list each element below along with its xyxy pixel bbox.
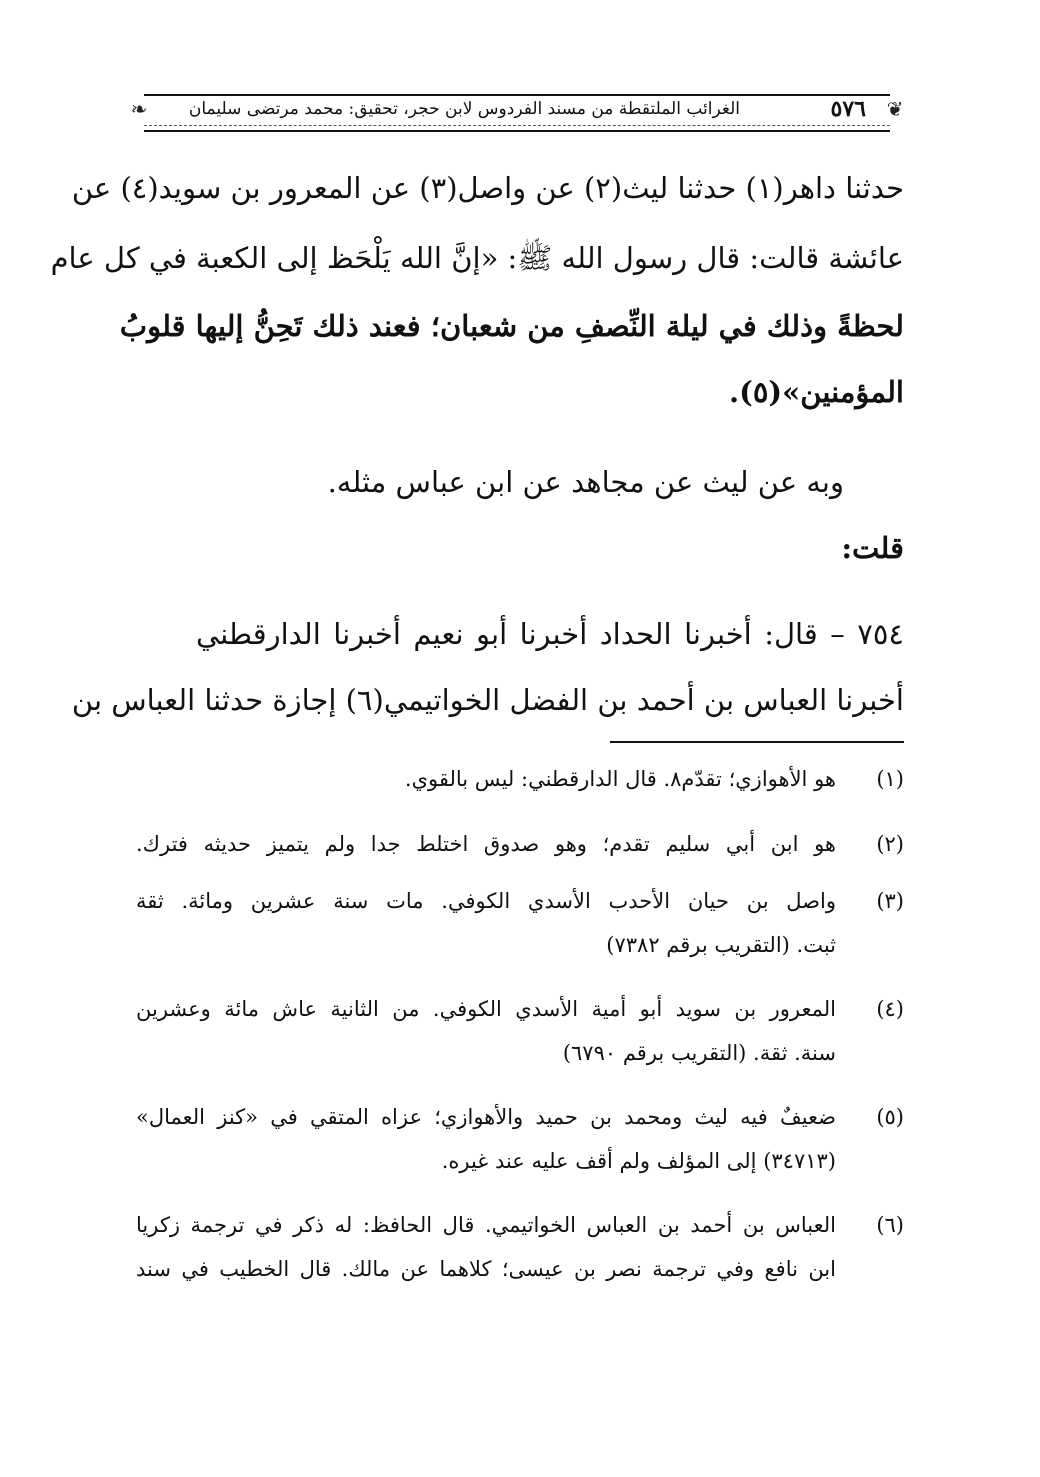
footnote-number: (٣) [876,889,904,913]
hadith-754-line-2: أخبرنا العباس بن أحمد بن الفضل الخواتيمي(٦) إجازة حدثنا العباس بن [71,683,904,717]
footnote-text: المعرور بن سويد أبو أمية الأسدي الكوفي. من الثانية عاش مائة وعشرين [136,997,836,1021]
section-heading: قلت: [841,531,904,565]
footnote-text: واصل بن حيان الأحدب الأسدي الكوفي. مات سنة عشرين ومائة. ثقة [136,889,836,913]
body-line-4: المؤمنين»(٥). [728,375,904,409]
footnote-text-continued: ثبت. (التقريب برقم ٧٣٨٢) [606,933,836,957]
floral-ornament-icon: ❧ [130,97,148,121]
footnote-text-continued: (٣٤٧١٣) إلى المؤلف ولم أقف عليه عند غيره. [441,1149,836,1173]
body-line-2: عائشة قالت: قال رسول الله ﷺ: «إنَّ الله يَلْحَظ إلى الكعبة في كل عام [50,241,904,275]
footnote-text: هو الأهوازي؛ تقدّم٨. قال الدارقطني: ليس بالقوي. [404,767,836,791]
running-header [128,88,906,134]
body-line-3: لحظةً وذلك في ليلة النِّصفِ من شعبان؛ فعند ذلك تَحِنُّ إليها قلوبُ [119,309,904,343]
footnote-text: هو ابن أبي سليم تقدم؛ وهو صدوق اختلط جدا ولم يتميز حديثه فترك. [136,832,836,856]
body-line-1: حدثنا داهر(١) حدثنا ليث(٢) عن واصل(٣) عن المعرور بن سويد(٤) عن [71,171,904,205]
footnote-text: ضعيفٌ فيه ليث ومحمد بن حميد والأهوازي؛ عزاه المتقي في «كنز العمال» [136,1105,836,1129]
floral-ornament-icon: ❦ [886,97,904,121]
footnote-text-continued: سنة. ثقة. (التقريب برقم ٦٧٩٠) [562,1041,836,1065]
footnote-text-continued: ابن نافع وفي ترجمة نصر بن عيسى؛ كلاهما عن مالك. قال الخطيب في سند [136,1257,836,1281]
footnote-number: (١) [876,767,904,791]
footnote-text: العباس بن أحمد بن العباس الخواتيمي. قال الحافظ: له ذكر في ترجمة زكريا [136,1213,836,1237]
footnote-number: (٢) [876,832,904,856]
footnote-separator [610,741,904,743]
running-title: الغرائب الملتقطة من مسند الفردوس لابن حجر، تحقيق: محمد مرتضى سليمان [183,99,746,119]
page-number: ٥٧٦ [825,96,872,122]
footnote-number: (٥) [876,1105,904,1129]
hadith-754-line-1: ٧٥٤ – قال: أخبرنا الحداد أخبرنا أبو نعيم أخبرنا الدارقطني [196,617,904,651]
footnote-number: (٦) [876,1213,904,1237]
body-line-5: وبه عن ليث عن مجاهد عن ابن عباس مثله. [327,465,844,499]
footnote-number: (٤) [876,997,904,1021]
